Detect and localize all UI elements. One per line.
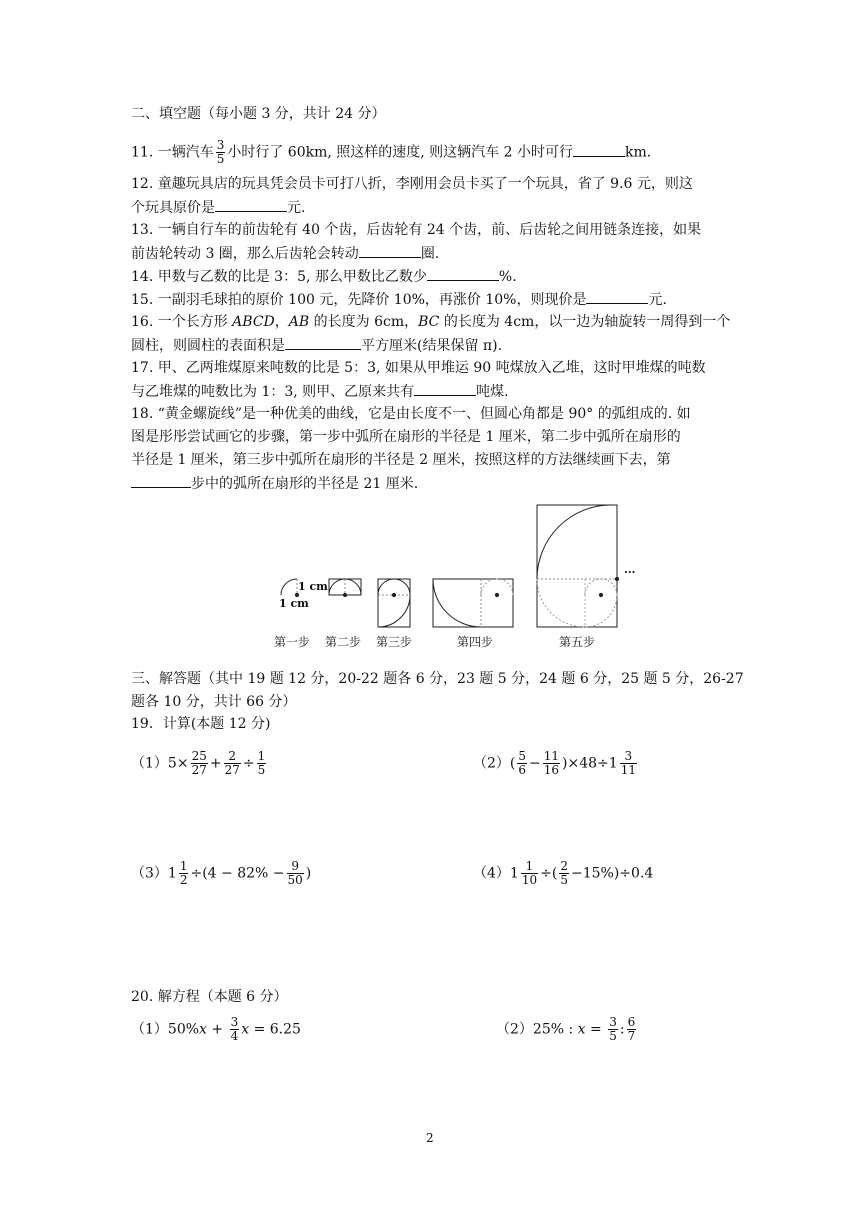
step4-small-arcs [481, 579, 513, 595]
caption-step3: 第三步 [376, 635, 413, 649]
step3-rect [378, 579, 410, 627]
caption-step1: 第一步 [274, 635, 311, 649]
step3-center [392, 593, 395, 596]
section3-heading-line1: 三、解答题（其中 19 题 12 分，20-22 题各 6 分，23 题 5 分，24 题 6 分，25 题 5 分，26-27 [131, 671, 744, 687]
q19-part2: （2）( $\frac{5}{6}$ − $\frac{11}{16}$ )×48÷1 $\frac{3}{11}$ [473, 749, 636, 777]
question-15: 15. 一副羽毛球拍的原价 100 元，先降价 10%，再涨价 10%，则现价是 元. [131, 289, 667, 310]
step4-rect [433, 579, 513, 627]
question-12-line1: 12. 童趣玩具店的玩具凭会员卡可打八折，李刚用会员卡买了一个玩具，省了 9.6 元，则这 [131, 176, 693, 192]
step5-small-arcs [585, 579, 617, 595]
step5-dashed-arcs [537, 579, 617, 627]
question-20-title: 20. 解方程（本题 6 分） [131, 989, 288, 1005]
step3-arc [378, 579, 410, 627]
caption-step2: 第二步 [325, 635, 362, 649]
question-14: 14. 甲数与乙数的比是 3：5, 那么甲数比乙数少 %. [131, 266, 517, 287]
step5-center [599, 593, 602, 596]
question-19-title: 19．计算(本题 12 分) [131, 716, 271, 732]
q19-part1: （1）5× $\frac{25}{27}$ + $\frac{2}{27}$ ÷ $\frac{1}{5}$ [131, 749, 266, 777]
question-12-line2: 个玩具原价是 元. [131, 197, 305, 218]
fraction: $\frac{3}{5}$ [216, 138, 225, 166]
question-16-line2: 圆柱，则圆柱的表面积是 平方厘米(结果保留 π). [131, 335, 502, 356]
step5-edge-dot [615, 577, 618, 580]
question-16-line1: 16. 一个长方形 ABCD，AB 的长度为 6cm，BC 的长度为 4cm，以一边为轴旋转一周得到一个 [131, 314, 731, 330]
question-18-line2: 图是彤彤尝试画它的步骤，第一步中弧所在扇形的半径是 1 厘米，第二步中弧所在扇形的 [131, 429, 681, 445]
section3-heading-line2: 题各 10 分，共计 66 分） [131, 694, 297, 710]
question-13-line2: 前齿轮转动 3 圈，那么后齿轮会转动 圈. [131, 243, 439, 264]
q19-part3: （3）1 $\frac{1}{2}$ ÷(4 − 82% − $\frac{9}{50}$ ) [131, 859, 312, 887]
section2-heading: 二、填空题（每小题 3 分，共计 24 分） [131, 106, 386, 122]
step1-arc [281, 579, 297, 595]
question-17-line1: 17. 甲、乙两堆煤原来吨数的比是 5：3, 如果从甲堆运 90 吨煤放入乙堆，这时甲堆煤的吨数 [131, 360, 706, 376]
question-18-line1: 18. “黄金螺旋线”是一种优美的曲线，它是由长度不一、但圆心角都是 90° 的弧组成的. 如 [131, 406, 691, 422]
figure-label-1cm-a: 1 cm [298, 580, 328, 593]
question-17-line2: 与乙堆煤的吨数比为 1：3, 则甲、乙原来共有 吨煤. [131, 381, 509, 402]
caption-step5: 第五步 [559, 635, 596, 649]
step5-arc [537, 505, 611, 579]
q20-part2: （2）25% : x = $\frac{3}{5}$ : $\frac{6}{7}$ [496, 1015, 636, 1043]
question-18-line4: 步中的弧所在扇形的半径是 21 厘米. [131, 473, 418, 494]
step5-rect [537, 505, 617, 627]
step4-center [495, 593, 498, 596]
question-18-line3: 半径是 1 厘米，第三步中弧所在扇形的半径是 2 厘米，按照这样的方法继续画下去，第 [131, 452, 671, 468]
page-number: 2 [426, 1131, 434, 1145]
caption-step4: 第四步 [457, 635, 494, 649]
figure-label-1cm-b: 1 cm [279, 597, 309, 610]
step4-arc [433, 579, 481, 627]
question-13-line1: 13. 一辆自行车的前齿轮有 40 个齿，后齿轮有 24 个齿，前、后齿轮之间用链条连接，如果 [131, 222, 702, 238]
figure-ellipsis: ··· [624, 566, 636, 579]
step2-center [343, 593, 346, 596]
q20-part1: （1）50%x + $\frac{3}{4}$ x = 6.25 [131, 1015, 301, 1043]
question-11: 11. 一辆汽车 $\frac{3}{5}$ 小时行了 60km, 照这样的速度, 则这辆汽车 2 小时可行 km. [131, 138, 652, 166]
q19-part4: （4）1 $\frac{1}{10}$ ÷( $\frac{2}{5}$ −15%)÷0.4 [473, 859, 654, 887]
